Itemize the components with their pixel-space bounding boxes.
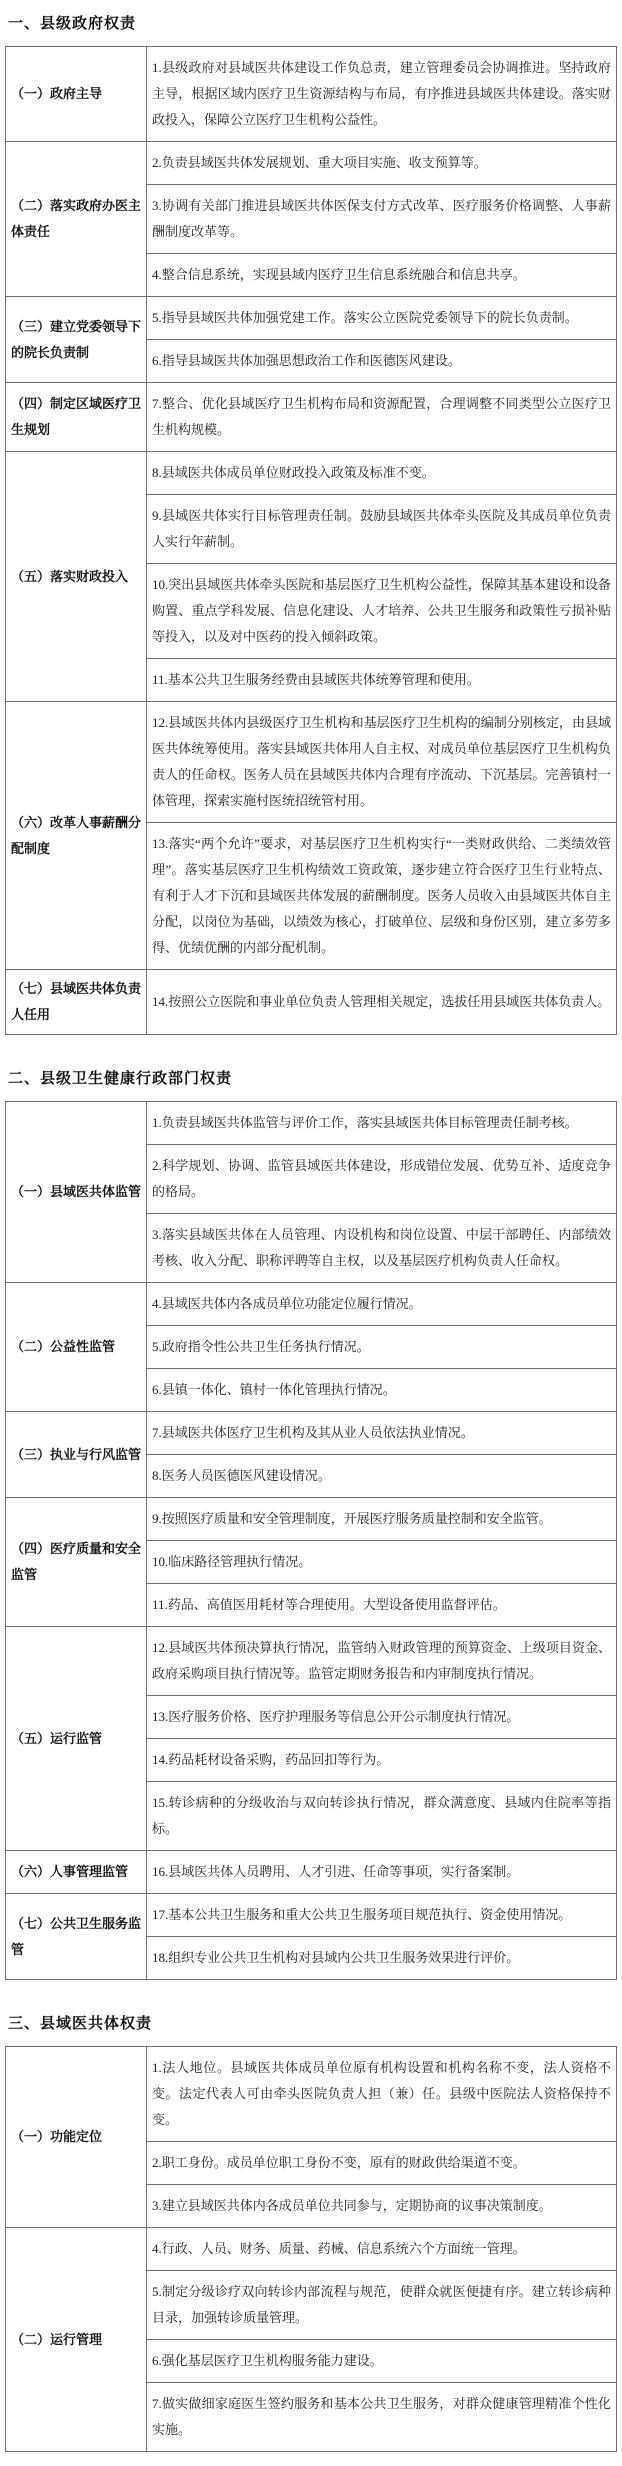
table-row [6, 970, 617, 1035]
category-label-cell: （三）建立党委领导下的院长负责制 [6, 297, 147, 383]
responsibility-item-cell: 14.药品耗材设备采购，药品回扣等行为。 [147, 1739, 617, 1782]
responsibility-item-cell: 11.药品、高值医用耗材等合理使用。大型设备使用监督评估。 [147, 1584, 617, 1627]
responsibility-item-cell: 3.协调有关部门推进县域医共体医保支付方式改革、医疗服务价格调整、人事薪酬制度改革等。 [147, 185, 617, 254]
responsibility-item-cell: 10.临床路径管理执行情况。 [147, 1541, 617, 1584]
responsibility-item-cell: 4.整合信息系统，实现县域内医疗卫生信息系统融合和信息共享。 [147, 254, 617, 297]
section-heading: 二、县级卫生健康行政部门权责 [8, 1070, 233, 1087]
responsibility-item-cell: 18.组织专业公共卫生机构对县域内公共卫生服务效果进行评价。 [147, 1937, 617, 1980]
responsibility-item-cell: 4.县域医共体内各成员单位功能定位履行情况。 [147, 1283, 617, 1326]
responsibility-item-cell: 10.突出县域医共体牵头医院和基层医疗卫生机构公益性，保障其基本建设和设备购置、重点学科发展、信息化建设、人才培养、公共卫生服务和政策性亏损补贴等投入，以及对中医药的投入倾斜政策。 [147, 564, 617, 659]
category-label-cell: （一）政府主导 [6, 47, 147, 142]
section-county-government [5, 12, 617, 1035]
responsibility-item-cell: 1.县级政府对县域医共体建设工作负总责，建立管理委员会协调推进。坚持政府主导，根据区域内医疗卫生资源结构与布局，有序推进县域医共体建设。落实财政投入，保障公立医疗卫生机构公益性。 [147, 47, 617, 142]
category-label-cell: （三）执业与行风监管 [6, 1412, 147, 1498]
responsibility-item-cell: 5.指导县域医共体加强党建工作。落实公立医院党委领导下的院长负责制。 [147, 297, 617, 340]
responsibility-item-cell: 7.做实做细家庭医生签约服务和基本公共卫生服务，对群众健康管理精准个性化实施。 [147, 2383, 617, 2452]
responsibility-item-cell: 7.整合、优化县域医疗卫生机构布局和资源配置，合理调整不同类型公立医疗卫生机构规模。 [147, 383, 617, 452]
responsibility-item-cell: 8.医务人员医德医风建设情况。 [147, 1455, 617, 1498]
responsibility-item-cell: 1.法人地位。县域医共体成员单位原有机构设置和机构名称不变，法人资格不变。法定代表人可由牵头医院负责人担（兼）任。县级中医院法人资格保持不变。 [147, 2047, 617, 2142]
table-row [6, 2047, 617, 2142]
responsibility-item-cell: 16.县域医共体人员聘用、人才引进、任命等事项，实行备案制。 [147, 1851, 617, 1894]
responsibility-item-cell: 15.转诊病种的分级收治与双向转诊执行情况，群众满意度、县域内住院率等指标。 [147, 1782, 617, 1851]
responsibility-item-cell: 3.落实县域医共体在人员管理、内设机构和岗位设置、中层干部聘任、内部绩效考核、收入分配、职称评聘等自主权，以及基层医疗机构负责人任命权。 [147, 1214, 617, 1283]
table-row [6, 1894, 617, 1937]
table-row [6, 1851, 617, 1894]
category-label-cell: （一）功能定位 [6, 2047, 147, 2228]
table-row [6, 1412, 617, 1455]
responsibility-table [5, 46, 617, 1035]
category-label-cell: （五）落实财政投入 [6, 452, 147, 702]
responsibility-item-cell: 6.县镇一体化、镇村一体化管理执行情况。 [147, 1369, 617, 1412]
category-label-cell: （六）改革人事薪酬分配制度 [6, 702, 147, 970]
table-row [6, 383, 617, 452]
responsibility-item-cell: 14.按照公立医院和事业单位负责人管理相关规定，选拔任用县域医共体负责人。 [147, 970, 617, 1035]
section-health-admin [5, 1067, 617, 1980]
responsibility-item-cell: 2.职工身份。成员单位职工身份不变，原有的财政供给渠道不变。 [147, 2142, 617, 2185]
responsibility-item-cell: 11.基本公共卫生服务经费由县域医共体统筹管理和使用。 [147, 659, 617, 702]
responsibility-item-cell: 7.县域医共体医疗卫生机构及其从业人员依法执业情况。 [147, 1412, 617, 1455]
category-label-cell: （四）医疗质量和安全监管 [6, 1498, 147, 1627]
table-row [6, 452, 617, 495]
category-label-cell: （四）制定区域医疗卫生规划 [6, 383, 147, 452]
responsibility-item-cell: 12.县域医共体内县级医疗卫生机构和基层医疗卫生机构的编制分别核定，由县域医共体统筹使用。落实县域医共体用人自主权、对成员单位基层医疗卫生机构负责人的任命权。医务人员在县域医共体内合理有序流动、下沉基层。完善镇村一体管理，探索实施村医统招统管村用。 [147, 702, 617, 823]
table-row [6, 1283, 617, 1326]
responsibility-item-cell: 2.科学规划、协调、监管县域医共体建设，形成错位发展、优势互补、适度竞争的格局。 [147, 1145, 617, 1214]
table-row [6, 1627, 617, 1696]
table-row [6, 142, 617, 185]
responsibility-item-cell: 9.县域医共体实行目标管理责任制。鼓励县域医共体牵头医院及其成员单位负责人实行年薪制。 [147, 495, 617, 564]
responsibility-item-cell: 4.行政、人员、财务、质量、药械、信息系统六个方面统一管理。 [147, 2228, 617, 2271]
responsibility-item-cell: 1.负责县域医共体监管与评价工作，落实县域医共体目标管理责任制考核。 [147, 1102, 617, 1145]
responsibility-item-cell: 5.制定分级诊疗双向转诊内部流程与规范，使群众就医便捷有序。建立转诊病种目录，加强转诊质量管理。 [147, 2271, 617, 2340]
responsibility-item-cell: 9.按照医疗质量和安全管理制度，开展医疗服务质量控制和安全监管。 [147, 1498, 617, 1541]
section-heading: 三、县域医共体权责 [8, 2015, 153, 2032]
responsibility-item-cell: 6.强化基层医疗卫生机构服务能力建设。 [147, 2340, 617, 2383]
section-medical-community [5, 2012, 617, 2452]
category-label-cell: （二）落实政府办医主体责任 [6, 142, 147, 297]
table-row [6, 47, 617, 142]
category-label-cell: （六）人事管理监管 [6, 1851, 147, 1894]
responsibility-item-cell: 5.政府指令性公共卫生任务执行情况。 [147, 1326, 617, 1369]
responsibility-table [5, 1101, 617, 1980]
table-row [6, 2228, 617, 2271]
responsibility-item-cell: 8.县域医共体成员单位财政投入政策及标准不变。 [147, 452, 617, 495]
category-label-cell: （七）县域医共体负责人任用 [6, 970, 147, 1035]
section-heading: 一、县级政府权责 [8, 15, 137, 32]
responsibility-item-cell: 12.县域医共体预决算执行情况，监管纳入财政管理的预算资金、上级项目资金、政府采购项目执行情况等。监管定期财务报告和内审制度执行情况。 [147, 1627, 617, 1696]
category-label-cell: （二）公益性监管 [6, 1283, 147, 1412]
responsibility-item-cell: 13.医疗服务价格、医疗护理服务等信息公开公示制度执行情况。 [147, 1696, 617, 1739]
responsibility-item-cell: 17.基本公共卫生服务和重大公共卫生服务项目规范执行、资金使用情况。 [147, 1894, 617, 1937]
category-label-cell: （五）运行监管 [6, 1627, 147, 1851]
responsibility-table [5, 2046, 617, 2452]
table-row [6, 1102, 617, 1145]
table-row [6, 297, 617, 340]
category-label-cell: （一）县域医共体监管 [6, 1102, 147, 1283]
responsibility-item-cell: 2.负责县域医共体发展规划、重大项目实施、收支预算等。 [147, 142, 617, 185]
category-label-cell: （二）运行管理 [6, 2228, 147, 2452]
responsibility-item-cell: 6.指导县域医共体加强思想政治工作和医德医风建设。 [147, 340, 617, 383]
table-row [6, 1498, 617, 1541]
table-row [6, 702, 617, 823]
responsibility-item-cell: 13.落实“两个允许”要求，对基层医疗卫生机构实行“一类财政供给、二类绩效管理”。落实基层医疗卫生机构绩效工资政策，逐步建立符合医疗卫生行业特点、有利于人才下沉和县域医共体发展的薪酬制度。医务人员收入由县域医共体自主分配，以岗位为基础，以绩效为核心，打破单位、层级和身份区别，建立多劳多得、优绩优酬的内部分配机制。 [147, 823, 617, 970]
responsibility-item-cell: 3.建立县域医共体内各成员单位共同参与，定期协商的议事决策制度。 [147, 2185, 617, 2228]
category-label-cell: （七）公共卫生服务监管 [6, 1894, 147, 1980]
